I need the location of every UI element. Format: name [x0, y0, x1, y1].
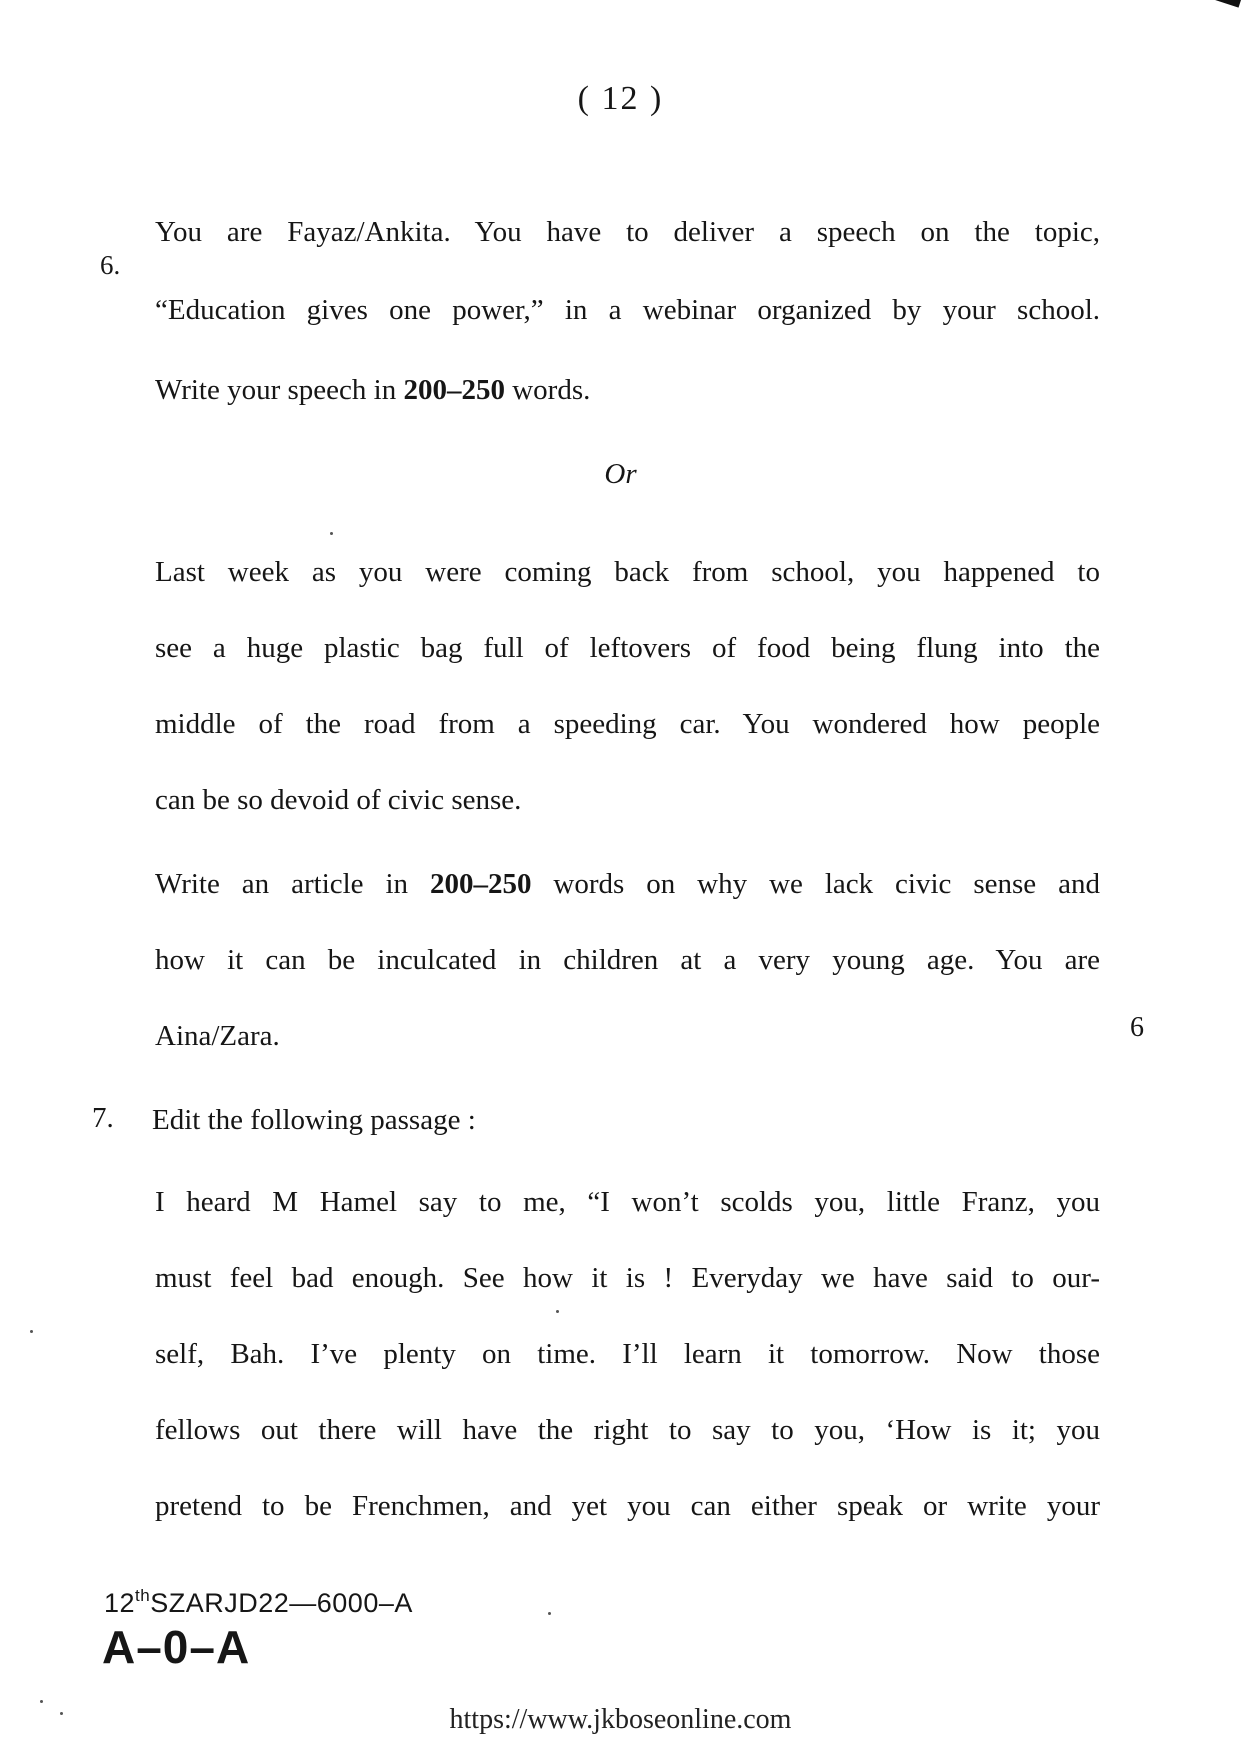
- paper-code-sup: th: [135, 1586, 151, 1605]
- question-6-article-line: Aina/Zara.: [155, 1020, 280, 1052]
- question-6-line: You are Fayaz/Ankita. You have to deliver a speech on the topic,: [155, 216, 1100, 248]
- passage-line: fellows out there will have the right to say to you, ‘How is it; you: [155, 1414, 1100, 1446]
- or-divider: Or: [604, 458, 637, 490]
- page-number: ( 12 ): [577, 80, 664, 117]
- scan-speck: [548, 1612, 551, 1615]
- article-word-range: 200–250: [429, 868, 532, 900]
- question-6-article-line: how it can be inculcated in children at a very young age. You are: [155, 944, 1100, 976]
- question-6-number: 6.: [100, 250, 121, 280]
- question-6-alt-line: can be so devoid of civic sense.: [155, 784, 522, 816]
- question-6-word-limit: [155, 372, 1100, 408]
- paper-code: [104, 1586, 413, 1619]
- question-6-alt-line: middle of the road from a speeding car. You wondered how people: [155, 708, 1100, 740]
- word-limit-suffix: words.: [504, 374, 591, 406]
- scan-speck: [30, 1330, 33, 1333]
- passage-line: pretend to be Frenchmen, and yet you can either speak or write your: [155, 1490, 1100, 1522]
- scan-speck: [556, 1310, 559, 1313]
- question-6-alt-line: see a huge plastic bag full of leftovers of food being flung into the: [155, 632, 1100, 664]
- scan-corner-mark: [1214, 0, 1241, 8]
- question-6-alt-line: Last week as you were coming back from school, you happened to: [155, 556, 1100, 588]
- question-7-instruction: Edit the following passage :: [152, 1104, 476, 1136]
- scan-speck: [60, 1712, 63, 1715]
- question-6-line: “Education gives one power,” in a webinar organized by your school.: [155, 294, 1100, 326]
- set-code: A–0–A: [102, 1621, 251, 1673]
- article-prefix: Write an article in: [155, 868, 430, 900]
- question-6-marks: 6: [1130, 1012, 1144, 1043]
- article-suffix: words on why we lack civic sense and: [531, 868, 1100, 900]
- question-7-number: 7.: [92, 1102, 114, 1134]
- paper-code-suffix: SZARJD22—6000–A: [150, 1588, 413, 1618]
- paper-code-prefix: 12: [104, 1588, 136, 1618]
- passage-line: I heard M Hamel say to me, “I won’t scolds you, little Franz, you: [155, 1186, 1100, 1218]
- scan-speck: [330, 532, 333, 535]
- scan-speck: [40, 1700, 43, 1703]
- word-limit-range: 200–250: [403, 374, 505, 406]
- passage-line: must feel bad enough. See how it is ! Everyday we have said to our-: [155, 1262, 1100, 1294]
- question-6-article-prompt: [155, 866, 1100, 902]
- source-url: https://www.jkboseonline.com: [449, 1704, 792, 1735]
- word-limit-prefix: Write your speech in: [155, 374, 404, 406]
- passage-line: self, Bah. I’ve plenty on time. I’ll learn it tomorrow. Now those: [155, 1338, 1100, 1370]
